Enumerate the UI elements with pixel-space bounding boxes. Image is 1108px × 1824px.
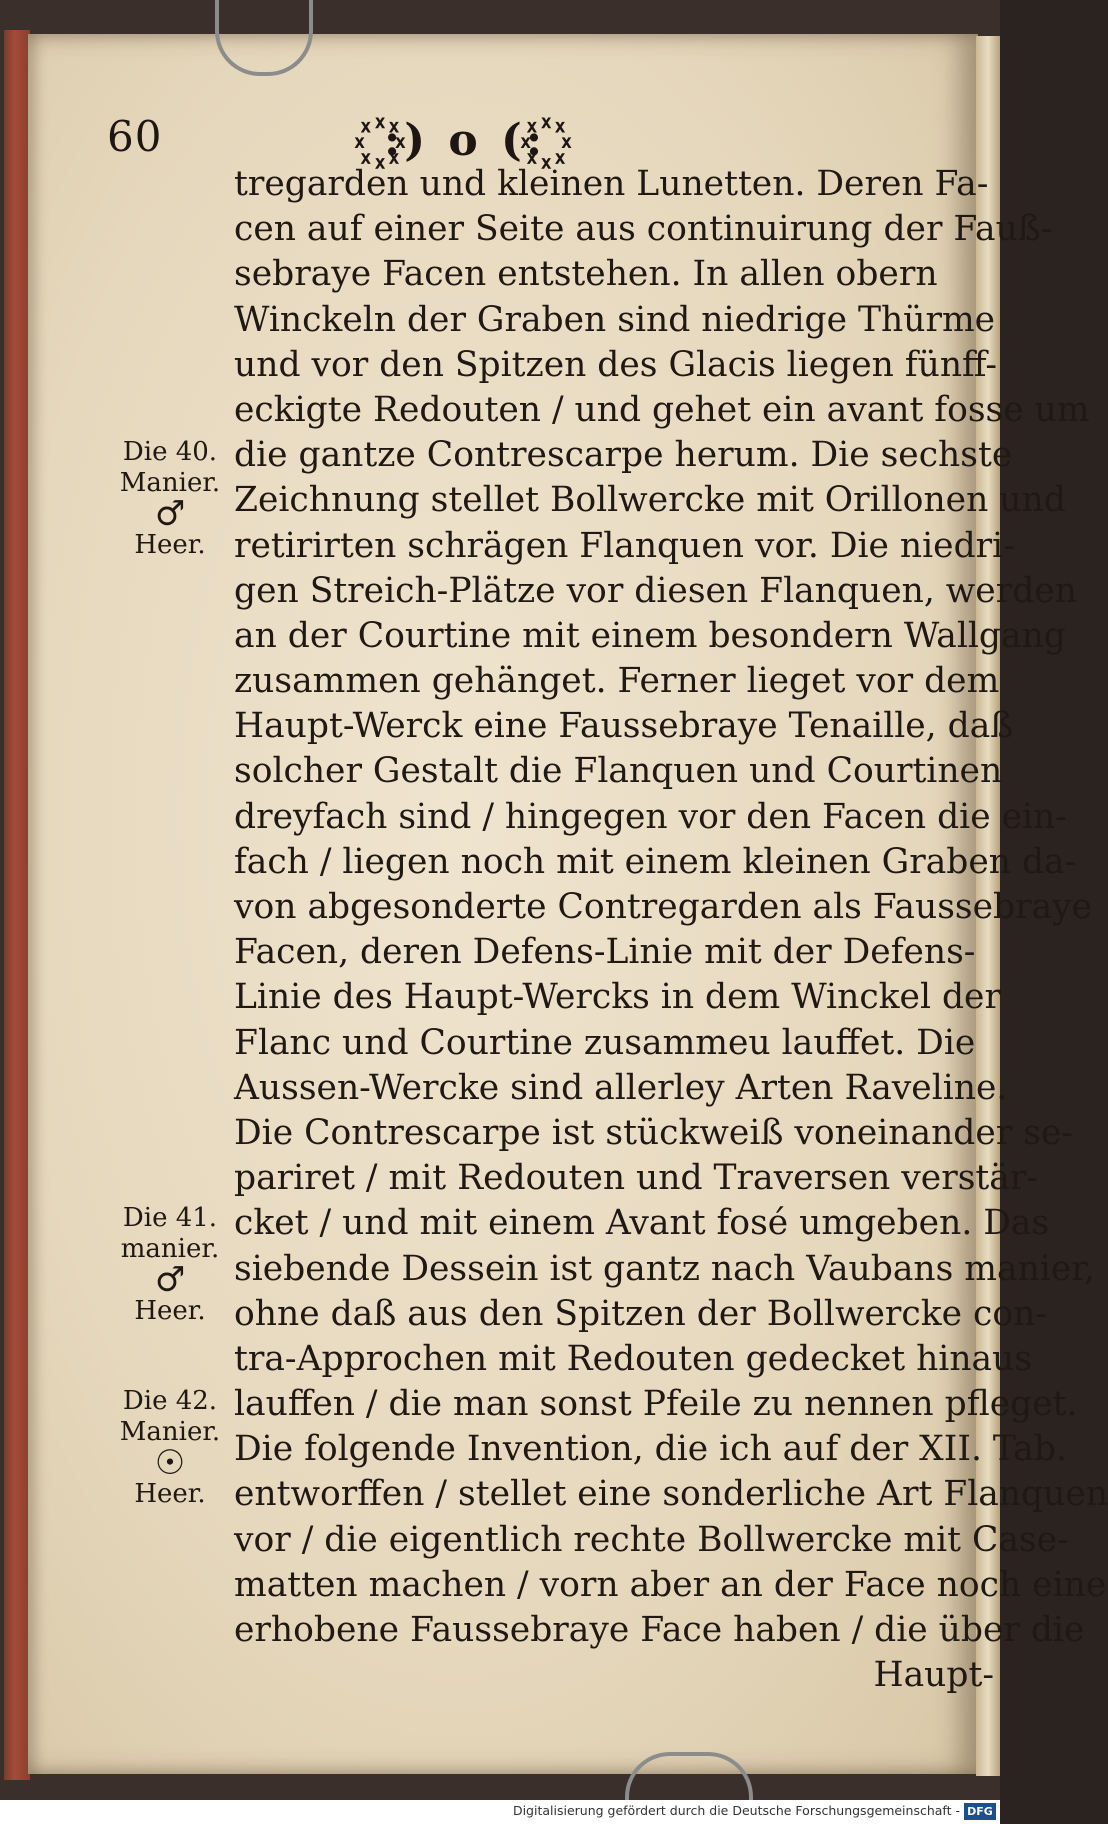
text-line: an der Courtine mit einem besondern Wallgang bbox=[234, 615, 1066, 656]
margin-note-42 bbox=[105, 1386, 235, 1510]
text-line: Haupt- bbox=[873, 1655, 994, 1696]
text-line: Linie des Haupt-Wercks in dem Winckel der bbox=[234, 977, 1001, 1018]
sun-symbol-icon: ☉ bbox=[154, 1443, 186, 1483]
text-line: von abgesonderte Contregarden als Faussebraye bbox=[234, 887, 1093, 927]
text-line: solcher Gestalt die Flanquen und Courtinen bbox=[234, 751, 1003, 792]
text-line: Winckeln der Graben sind niedrige Thürme bbox=[234, 299, 996, 340]
page-number: 60 bbox=[107, 112, 163, 161]
margin-note-title: Die 42. bbox=[122, 1386, 218, 1416]
text-line: retirirten schrägen Flanquen vor. Die niedri- bbox=[234, 525, 1015, 566]
text-line: die gantze Contrescarpe herum. Die sechste bbox=[234, 435, 1013, 476]
text-line: cen auf einer Seite aus continuirung der Fauß- bbox=[234, 209, 1053, 250]
margin-note-title: Die 41. bbox=[122, 1203, 218, 1233]
text-line: vor / die eigentlich rechte Bollwercke mit Case- bbox=[234, 1519, 1069, 1560]
text-line: Die Contrescarpe ist stückweiß voneinander se- bbox=[234, 1112, 1074, 1153]
footer-bar bbox=[0, 1800, 1000, 1824]
text-line: gen Streich-Plätze vor diesen Flanquen, werden bbox=[234, 570, 1077, 611]
text-line: Die folgende Invention, die ich auf der XII. Tab. bbox=[234, 1429, 1067, 1470]
text-line: tregarden und kleinen Lunetten. Deren Fa- bbox=[234, 164, 989, 204]
body-text bbox=[234, 162, 1108, 1698]
margin-note-41 bbox=[105, 1203, 235, 1327]
margin-note-title: Die 40. bbox=[122, 437, 218, 467]
text-line: Haupt-Werck eine Faussebraye Tenaille, daß bbox=[234, 706, 1014, 747]
text-line: Facen, deren Defens-Linie mit der Defens- bbox=[234, 932, 976, 973]
page-clip-bottom bbox=[625, 1752, 753, 1804]
text-line: ohne daß aus den Spitzen der Bollwercke con- bbox=[234, 1293, 1047, 1334]
header-ornament: ꙰:) o (:꙰ bbox=[380, 115, 551, 166]
text-line: tra-Approchen mit Redouten gedecket hinaus bbox=[234, 1338, 1033, 1379]
text-line: erhobene Faussebraye Face haben / die über die bbox=[234, 1610, 1085, 1650]
text-line: siebende Dessein ist gantz nach Vaubans manier, bbox=[234, 1248, 1095, 1289]
margin-note-heer: Heer. bbox=[134, 530, 206, 560]
dfg-logo: DFG bbox=[964, 1803, 996, 1820]
text-line: lauffen / die man sonst Pfeile zu nennen pfleget. bbox=[234, 1384, 1078, 1425]
mars-symbol-icon: ♂ bbox=[154, 494, 186, 534]
text-line: matten machen / vorn aber an der Face noch eine bbox=[234, 1564, 1107, 1605]
text-line: dreyfach sind / hingegen vor den Facen die ein- bbox=[234, 796, 1067, 837]
text-line: eckigte Redouten / und gehet ein avant fosse um bbox=[234, 389, 1090, 430]
margin-note-heer: Heer. bbox=[134, 1479, 206, 1509]
text-line: entworffen / stellet eine sonderliche Art Flanquen bbox=[234, 1474, 1108, 1515]
margin-note-manner: manier. bbox=[120, 1234, 220, 1264]
margin-note-40 bbox=[105, 437, 235, 561]
text-line: und vor den Spitzen des Glacis liegen fünff- bbox=[234, 344, 997, 385]
margin-note-heer: Heer. bbox=[134, 1296, 206, 1326]
text-line: Zeichnung stellet Bollwercke mit Orillonen und bbox=[234, 480, 1066, 521]
text-line: fach / liegen noch mit einem kleinen Graben da- bbox=[234, 841, 1077, 882]
margin-note-manner: Manier. bbox=[119, 1417, 221, 1447]
text-line: zusammen gehänget. Ferner lieget vor dem bbox=[234, 661, 1000, 702]
text-line: sebraye Facen entstehen. In allen obern bbox=[234, 254, 938, 295]
margin-note-manner: Manier. bbox=[119, 468, 221, 498]
book-edge-left bbox=[4, 30, 30, 1780]
mars-symbol-icon: ♂ bbox=[154, 1260, 186, 1300]
footer-credit: Digitalisierung gefördert durch die Deutsche Forschungsgemeinschaft - bbox=[512, 1803, 960, 1818]
text-line: cket / und mit einem Avant fosé umgeben. Das bbox=[234, 1203, 1050, 1244]
text-line: Aussen-Wercke sind allerley Arten Raveline. bbox=[234, 1067, 1008, 1108]
text-line: pariret / mit Redouten und Traversen verstär- bbox=[234, 1158, 1038, 1199]
text-line: Flanc und Courtine zusammeu lauffet. Die bbox=[234, 1022, 976, 1063]
